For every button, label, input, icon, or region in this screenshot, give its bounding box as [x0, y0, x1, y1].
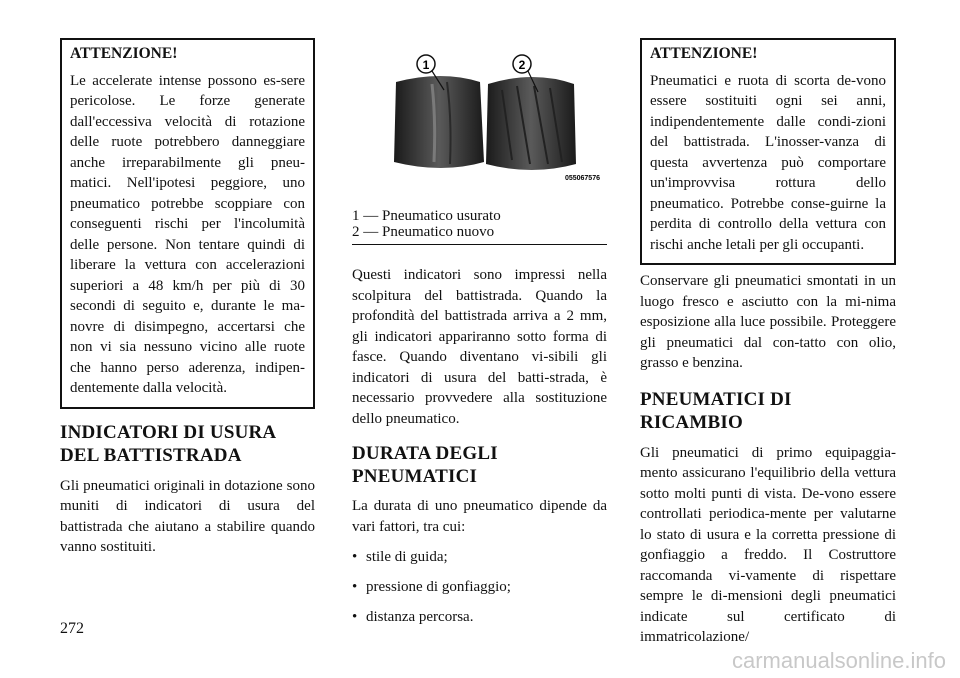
- warning-title: ATTENZIONE!: [70, 45, 178, 62]
- figure-code: 055067576: [564, 175, 600, 182]
- body-paragraph: Conservare gli pneumatici smontati in un luogo fresco e asciutto con la mi-nima esposizione alla luce possibile. Proteggere gli pneumatici dal con-tatto con olio, grasso e benzina.: [640, 273, 896, 371]
- callout-2-label: 2: [518, 58, 526, 72]
- list-item: • pressione di gonfiaggio;: [352, 579, 511, 595]
- body-paragraph: La durata di uno pneumatico dipende da vari fattori, tra cui:: [352, 498, 607, 535]
- warning-text: Pneumatici e ruota di scorta de-vono essere sostituiti ogni sei anni, indipendentemente dalle condi-zioni del battistrada. L'inosser-vanza di questa avvertenza può comportare un'improvvisa rottura dello pneumatico. Potrebbe conse-guirne la perdita di controllo della vettura con rischi anche letali per gli occupanti.: [650, 72, 886, 253]
- warning-text: Le accelerate intense possono es-sere pericolose. Le forze generate dall'eccessiva velocità di rotazione delle ruote potrebbero danneggiare anche irreparabilmente gli pneu-matici. Nell'ipotesi peggiore, uno pneumatico potrebbe scoppiare con conseguenti rischi per l'incolumità delle persone. Non tentare quindi di liberare la vettura con accelerazioni superiori a 48 km/h per più di 30 secondi di seguito e, durante le ma-novre di disimpegno, accertarsi che non vi sia nessuno vicino alle ruote che hanno perso aderenza, indipen-dentemente dalla velocità.: [70, 72, 305, 396]
- warning-box: [640, 38, 896, 265]
- body-paragraph: Gli pneumatici originali in dotazione sono muniti di indicatori di usura del battistrada che aiutano a stabilire quando vanno sostituiti.: [60, 477, 315, 555]
- heading-line: PNEUMATICI: [352, 466, 478, 487]
- bullet-list: [352, 547, 607, 627]
- column-right: [640, 38, 896, 648]
- worn-tire-image: [394, 76, 484, 168]
- list-item: • stile di guida;: [352, 549, 448, 565]
- figure-caption-1: 1 — Pneumatico usurato: [352, 208, 501, 224]
- heading-line: DEL BATTISTRADA: [60, 444, 242, 466]
- section-heading: [352, 442, 607, 488]
- heading-line: INDICATORI DI USURA: [60, 421, 277, 443]
- column-left: [60, 38, 315, 558]
- watermark: carmanualsonline.info: [731, 648, 946, 673]
- new-tire-image: [486, 77, 576, 170]
- tire-wear-figure: [352, 50, 607, 208]
- column-middle: [352, 50, 607, 637]
- body-paragraph: Questi indicatori sono impressi nella scolpitura del battistrada. Quando la profondità del battistrada arriva a 2 mm, gli indicatori appariranno sotto forma di fasce. Quando diventano vi-sibili gli indicatori di usura del batti-strada, è necessario provvedere alla sostituzione dello pneumatico.: [352, 267, 607, 427]
- section-heading: PNEUMATICI DI RICAMBIO: [640, 388, 792, 433]
- tire-illustration: [352, 50, 607, 190]
- figure-caption-2: 2 — Pneumatico nuovo: [352, 224, 495, 240]
- list-item: • distanza percorsa.: [352, 609, 474, 625]
- section-heading: [60, 421, 315, 467]
- page-number: 272: [60, 620, 84, 637]
- warning-box: [60, 38, 315, 409]
- heading-line: DURATA DEGLI: [352, 443, 498, 464]
- callout-1-label: 1: [422, 58, 430, 72]
- body-paragraph: Gli pneumatici di primo equipaggia-mento assicurano l'equilibrio della vettura sotto molti punti di vista. De-vono essere controllati periodica-mente per valutarne lo stato di usura e la corretta pressione di gonfiaggio a freddo. Il Costruttore raccomanda vi-vamente di rispettare sempre le di-mensioni degli pneumatici indicate sul certificato di immatricolazione/: [640, 444, 896, 645]
- warning-title: ATTENZIONE!: [650, 45, 758, 62]
